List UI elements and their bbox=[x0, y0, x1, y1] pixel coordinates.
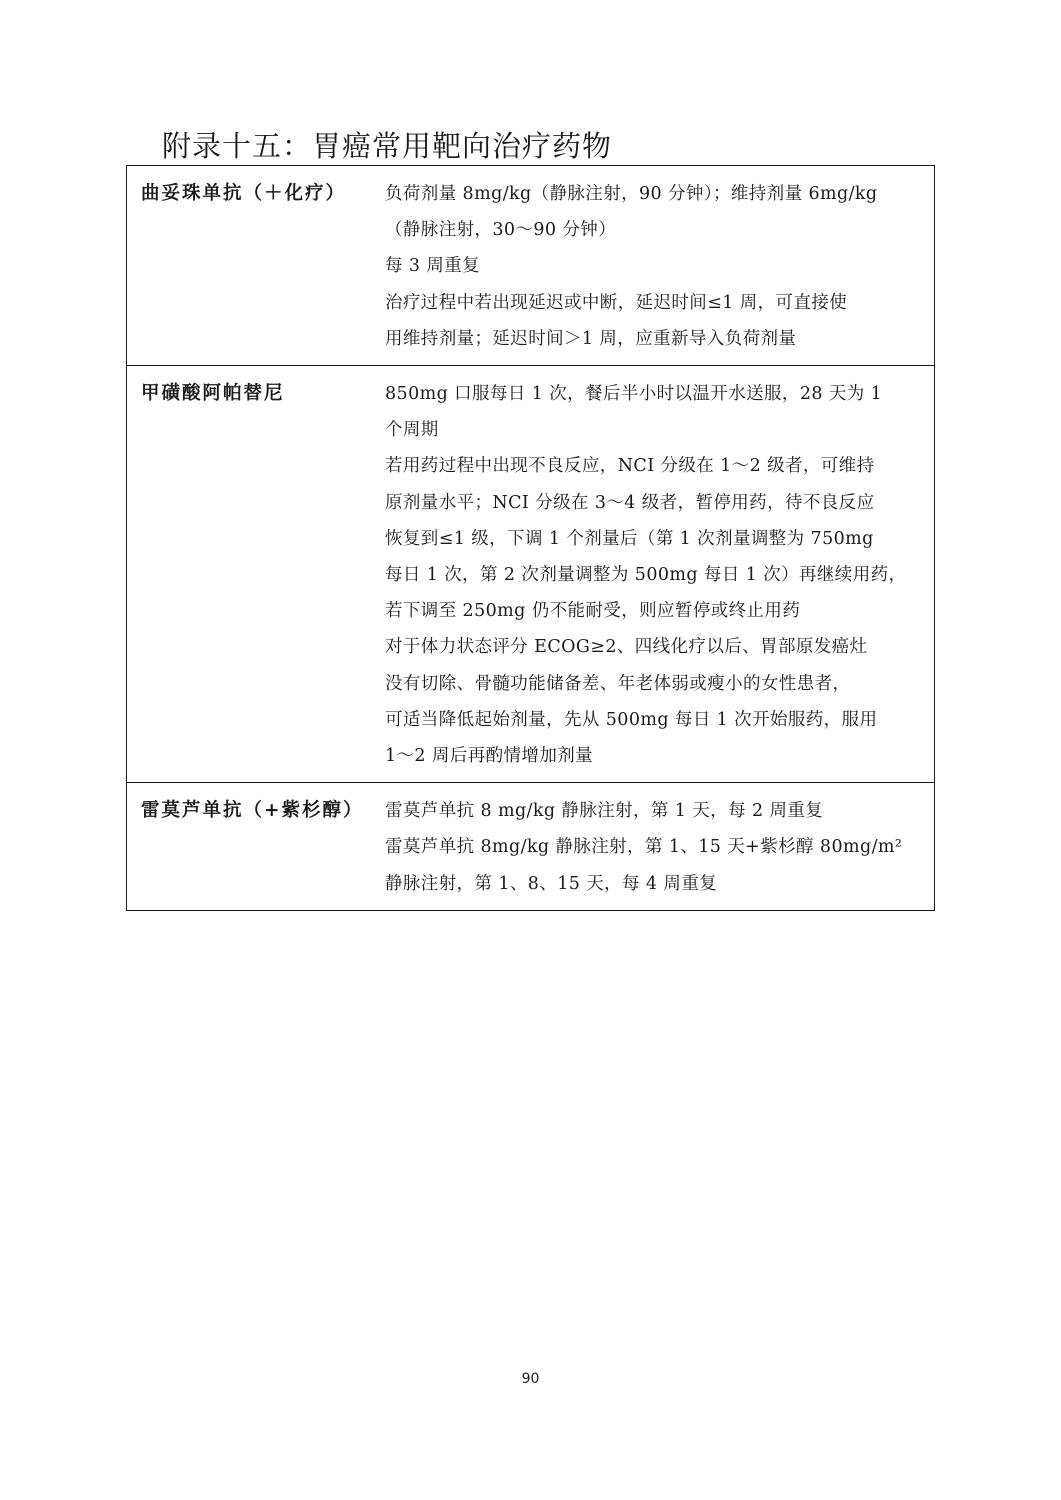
drug-name-cell: 甲磺酸阿帕替尼 bbox=[127, 366, 376, 783]
dosage-line: 用维持剂量；延迟时间＞1 周，应重新导入负荷剂量 bbox=[385, 328, 797, 349]
dosage-line: （静脉注射，30～90 分钟） bbox=[385, 220, 617, 241]
dosage-line: 没有切除、骨髓功能储备差、年老体弱或瘦小的女性患者， bbox=[385, 673, 851, 694]
dosage-line: 850mg 口服每日 1 次，餐后半小时以温开水送服，28 天为 1 bbox=[385, 384, 883, 405]
dosage-line: 雷莫芦单抗 8 mg/kg 静脉注射，第 1 天，每 2 周重复 bbox=[385, 801, 824, 822]
table-row bbox=[127, 783, 935, 911]
dosage-line: 原剂量水平；NCI 分级在 3～4 级者，暂停用药，待不良反应 bbox=[385, 492, 875, 513]
drug-name-cell: 曲妥珠单抗（＋化疗） bbox=[127, 166, 376, 366]
dosage-line: 1～2 周后再酌情增加剂量 bbox=[385, 746, 594, 767]
dosage-line: 若用药过程中出现不良反应，NCI 分级在 1～2 级者，可维持 bbox=[385, 456, 875, 477]
dosage-line: 雷莫芦单抗 8mg/kg 静脉注射，第 1、15 天+紫杉醇 80mg/m² bbox=[385, 837, 903, 858]
page-number: 90 bbox=[521, 1371, 540, 1387]
dosage-line: 治疗过程中若出现延迟或中断，延迟时间≤1 周，可直接使 bbox=[385, 292, 848, 313]
dosage-line: 每 3 周重复 bbox=[385, 256, 481, 277]
page-title: 附录十五：胃癌常用靶向治疗药物 bbox=[162, 129, 613, 163]
table-row bbox=[127, 166, 935, 366]
dosage-line: 每日 1 次，第 2 次剂量调整为 500mg 每日 1 次）再继续用药， bbox=[385, 565, 907, 586]
drug-name-cell: 雷莫芦单抗（+紫杉醇） bbox=[127, 783, 376, 911]
dosage-line: 个周期 bbox=[385, 420, 439, 441]
dosage-cell bbox=[375, 783, 935, 911]
dosage-line: 静脉注射，第 1、8、15 天，每 4 周重复 bbox=[385, 873, 718, 894]
dosage-line: 若下调至 250mg 仍不能耐受，则应暂停或终止用药 bbox=[385, 601, 801, 622]
dosage-line: 恢复到≤1 级，下调 1 个剂量后（第 1 次剂量调整为 750mg bbox=[385, 528, 874, 549]
dosage-line: 对于体力状态评分 ECOG≥2、四线化疗以后、胃部原发癌灶 bbox=[385, 637, 868, 658]
dosage-cell bbox=[375, 166, 935, 366]
table-row bbox=[127, 366, 935, 783]
dosage-line: 负荷剂量 8mg/kg（静脉注射，90 分钟）；维持剂量 6mg/kg bbox=[385, 184, 878, 204]
drug-table bbox=[126, 165, 935, 911]
dosage-cell bbox=[375, 366, 935, 783]
dosage-line: 可适当降低起始剂量，先从 500mg 每日 1 次开始服药，服用 bbox=[385, 709, 878, 730]
